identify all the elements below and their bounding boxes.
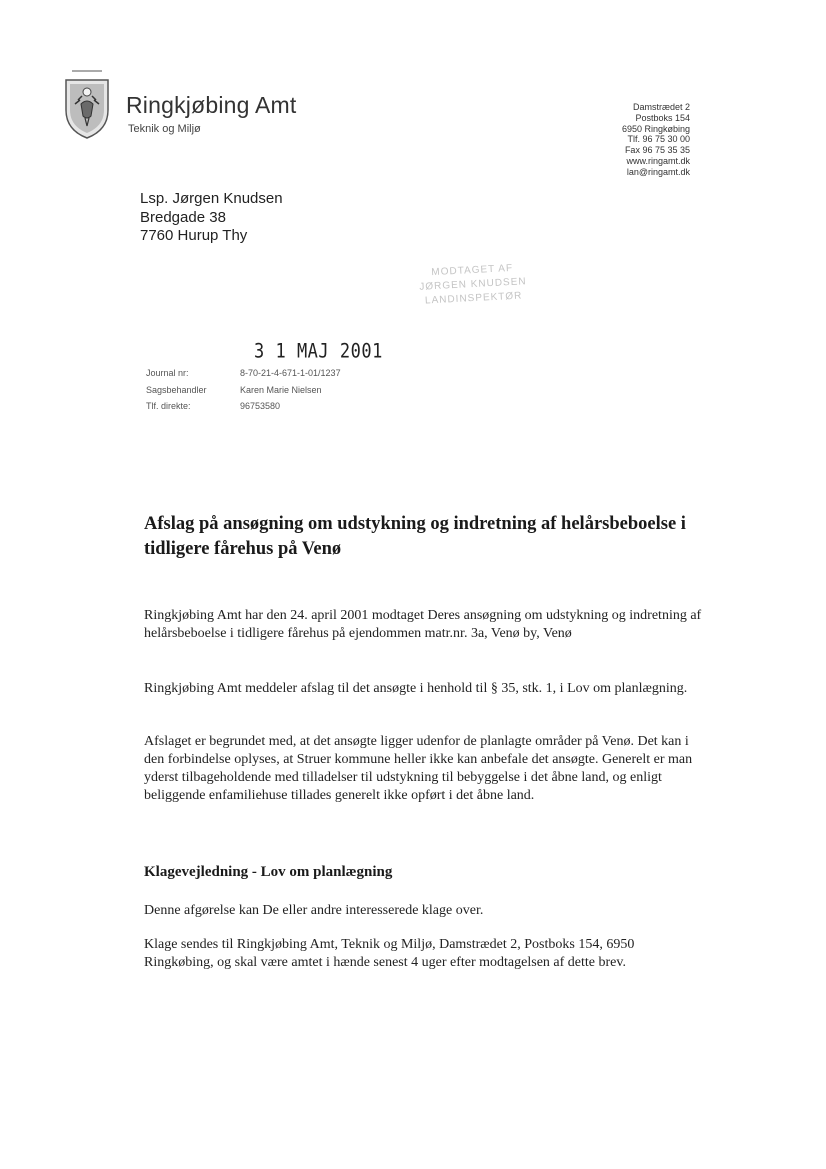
case-handler-row [146,382,341,399]
recipient-street: Bredgade 38 [140,208,226,226]
address-line: Damstrædet 2 [632,102,690,112]
letter-heading: Afslag på ansøgning om udstykning og indretning af helårsbeboelse i tidligere fårehus på Venø [144,514,686,559]
complaint-paragraph: Denne afgørelse kan De eller andre interesserede klage over. [144,903,484,918]
address-website: www.ringamt.dk [626,155,690,166]
meta-value: 96753580 [240,401,281,411]
address-phone: Tlf. 96 75 30 00 [627,134,690,145]
stamp-line: LANDINSPEKTØR [424,290,523,307]
address-line: Postboks 154 [635,112,690,123]
complaint-paragraph: Klage sendes til Ringkjøbing Amt, Teknik og Miljø, Damstrædet 2, Postboks 154, 6950 Ringkøbing, og skal være amtet i hænde senest 4 uger efter modtagelsen af dette brev. [144,937,635,970]
meta-label: Sagsbehandler [146,384,207,395]
sender-address [622,102,690,178]
meta-label: Tlf. direkte: [146,401,191,411]
address-fax: Fax 96 75 35 35 [624,145,690,156]
organization-department: Teknik og Miljø [128,123,201,135]
meta-value: 8-70-21-4-671-1-01/1237 [240,368,341,378]
address-email: lan@ringamt.dk [626,166,690,177]
date-stamp: 3 1 MAJ 2001 [254,340,383,363]
recipient-name: Lsp. Jørgen Knudsen [140,190,283,207]
direct-phone-row [146,398,341,415]
complaint-heading: Klagevejledning - Lov om planlægning [144,864,393,880]
reference-metadata [146,365,341,415]
body-paragraph: Afslaget er begrundet med, at det ansøgte ligger udenfor de planlagte områder på Venø. Det kan i den forbindelse oplyses, at Struer kommune heller ikke kan anbefale det ansøgte. Generelt er man yderst tilbageholdende med tilladelser til udstykning til bebyggelse i det åbne land, og enligt beliggende enfamiliehuse tillades generelt ikke opført i det åbne land. [144,734,693,803]
body-paragraph: Ringkjøbing Amt meddeler afslag til det ansøgte i henhold til § 35, stk. 1, i Lov om planlægning. [144,681,688,696]
stamp-line: JØRGEN KNUDSEN [419,276,527,293]
address-line: 6950 Ringkøbing [621,123,690,134]
body-paragraph: Ringkjøbing Amt har den 24. april 2001 modtaget Deres ansøgning om udstykning og indretning af helårsbeboelse i tidligere fårehus på ejendommen matr.nr. 3a, Venø by, Venø [144,608,702,641]
organization-name: Ringkjøbing Amt [126,92,297,118]
meta-value: Karen Marie Nielsen [240,384,322,395]
coat-of-arms-logo [62,70,112,140]
meta-label: Journal nr: [146,368,189,378]
recipient-city: 7760 Hurup Thy [140,227,248,244]
stamp-line: MODTAGET AF [431,262,514,279]
journal-row [146,365,341,382]
received-stamp [397,260,549,310]
recipient-address [140,190,283,246]
